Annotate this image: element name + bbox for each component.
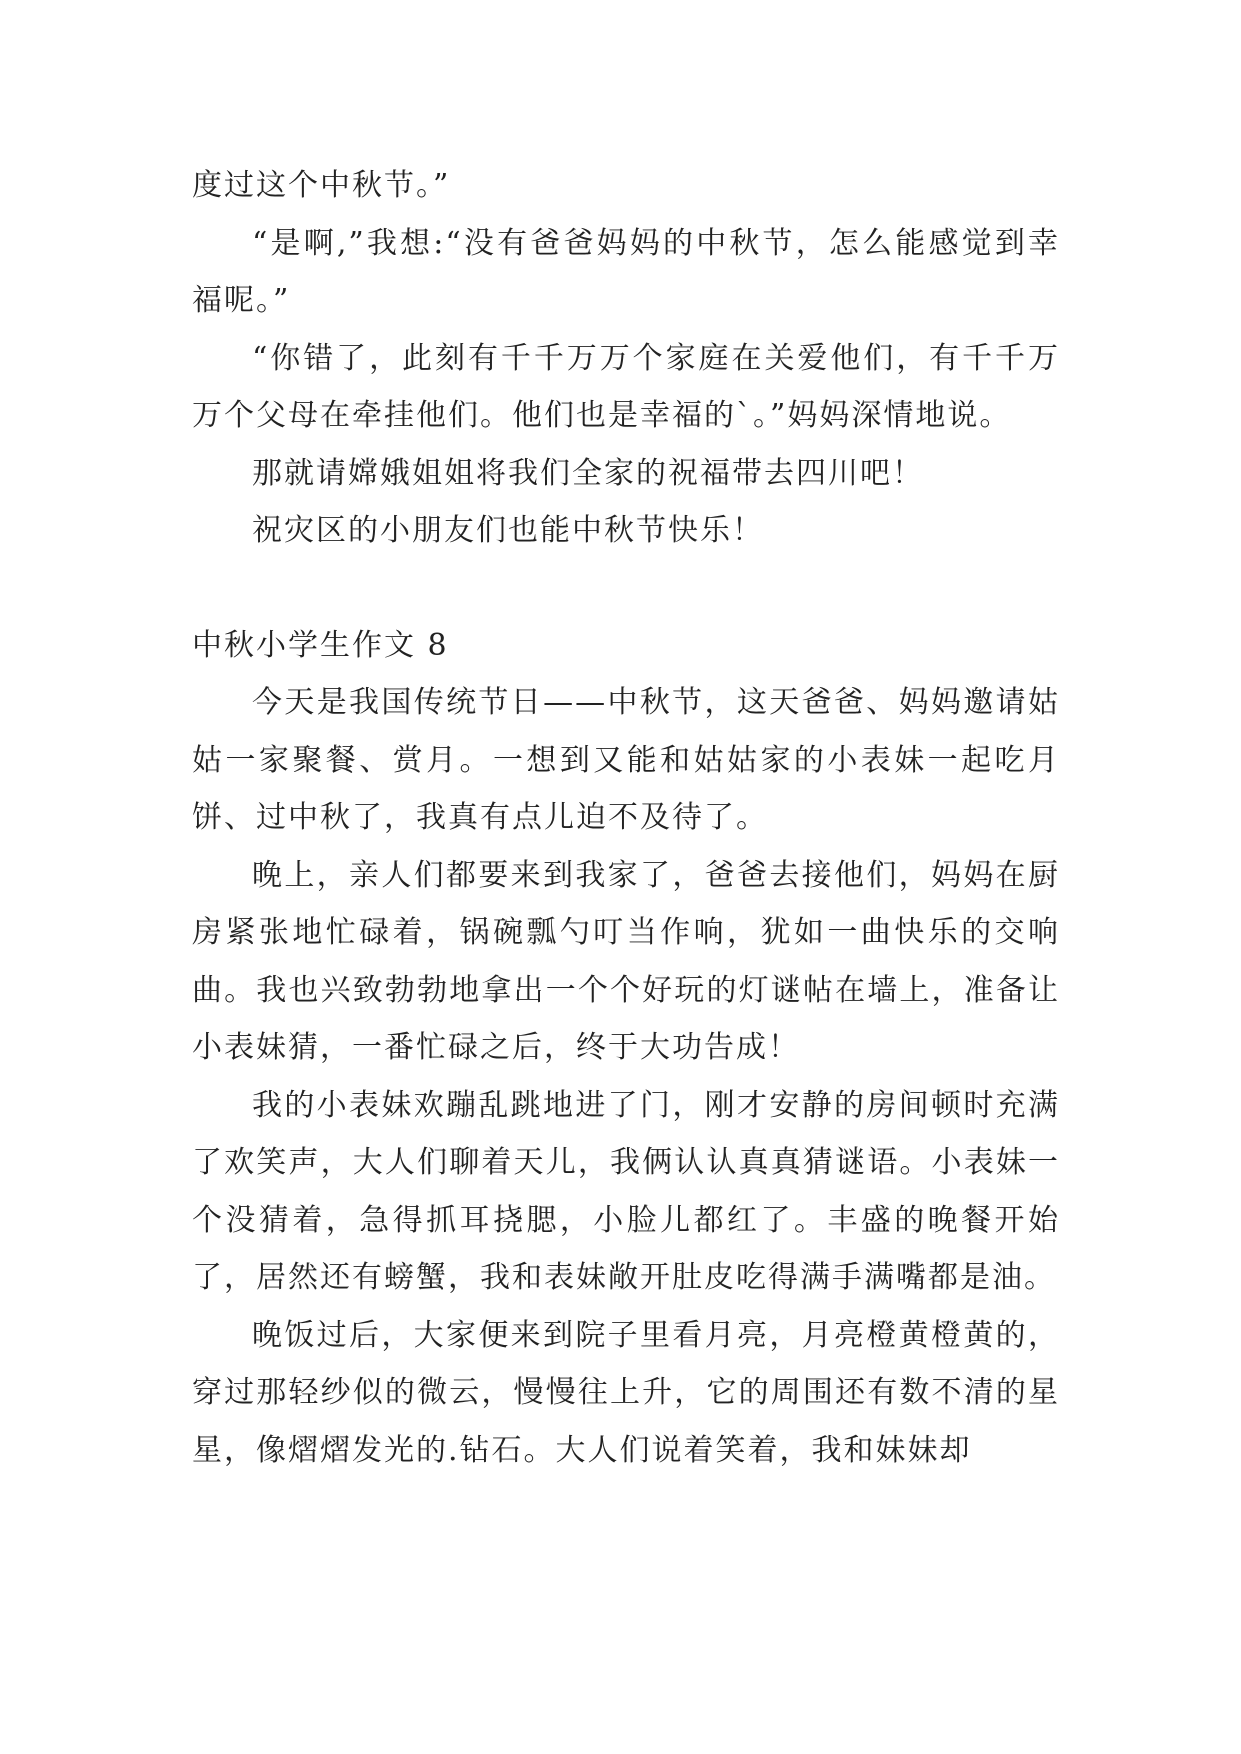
document-body [192, 157, 1060, 1479]
paragraph: 晚饭过后，大家便来到院子里看月亮，月亮橙黄橙黄的，穿过那轻纱似的微云，慢慢往上升，它的周围还有数不清的星星，像熠熠发光的.钻石。大人们说着笑着，我和妹妹却 [192, 1317, 1060, 1468]
paragraph: 祝灾区的小朋友们也能中秋节快乐！ [252, 513, 764, 548]
paragraph: 那就请嫦娥姐姐将我们全家的祝福带去四川吧！ [252, 455, 924, 491]
section-heading: 中秋小学生作文 8 [192, 627, 449, 663]
paragraph: 今天是我国传统节日——中秋节，这天爸爸、妈妈邀请姑姑一家聚餐、赏月。一想到又能和姑姑家的小表妹一起吃月饼、过中秋了，我真有点儿迫不及待了。 [192, 685, 1060, 835]
paragraph: 我的小表妹欢蹦乱跳地进了门，刚才安静的房间顿时充满了欢笑声，大人们聊着天儿，我俩认认真真猜谜语。小表妹一个没猜着，急得抓耳挠腮，小脸儿都红了。丰盛的晚餐开始了，居然还有螃蟹，我和表妹敞开肚皮吃得满手满嘴都是油。 [192, 1087, 1060, 1295]
paragraph: “你错了，此刻有千千万万个家庭在关爱他们，有千千万万个父母在牵挂他们。他们也是幸福的`。”妈妈深情地说。 [192, 340, 1060, 433]
paragraph: 晚上，亲人们都要来到我家了，爸爸去接他们，妈妈在厨房紧张地忙碌着，锅碗瓢勺叮当作响，犹如一曲快乐的交响曲。我也兴致勃勃地拿出一个个好玩的灯谜帖在墙上，准备让小表妹猜，一番忙碌之后，终于大功告成！ [192, 857, 1060, 1065]
paragraph: 度过这个中秋节。” [192, 168, 451, 203]
paragraph: “是啊,”我想:“没有爸爸妈妈的中秋节，怎么能感觉到幸福呢。” [192, 225, 1060, 318]
